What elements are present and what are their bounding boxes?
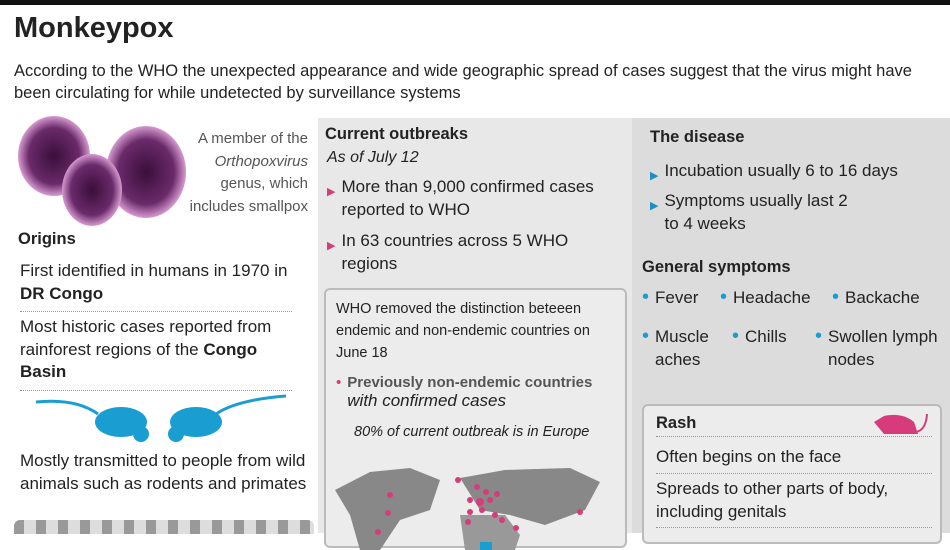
symptom-backache: • Backache (832, 286, 920, 308)
symptoms-heading: General symptoms (642, 258, 791, 276)
disease-panel (632, 118, 950, 533)
rash-heading: Rash (656, 414, 932, 437)
left-column (0, 112, 318, 533)
dot-icon: • (642, 286, 650, 308)
origin-item-1: First identified in humans in 1970 in DR Congo (20, 260, 292, 312)
triangle-bullet-icon: ▶ (650, 170, 659, 182)
disease-bullet-1: ▶ Incubation usually 6 to 16 days (650, 160, 940, 188)
outbreaks-date: As of July 12 (327, 149, 419, 166)
virus-caption: A member of the Orthopoxvirus genus, which includes smallpox (189, 130, 308, 215)
disease-bullet-2: ▶ Symptoms usually last 2 to 4 weeks (650, 190, 860, 235)
dot-icon: • (732, 325, 740, 347)
origins-heading: Origins (18, 230, 76, 248)
pink-dot-icon: • (336, 374, 342, 391)
dot-icon: • (815, 325, 823, 347)
triangle-bullet-icon: ▶ (650, 200, 659, 212)
rash-box (642, 404, 942, 544)
origin-item-2: Most historic cases reported from rainforest regions of the Congo Basin (20, 316, 292, 391)
who-distinction-box (324, 288, 627, 548)
top-bar (0, 0, 950, 5)
current-outbreaks-panel (318, 118, 632, 533)
triangle-bullet-icon: ▶ (327, 240, 336, 252)
rash-item-1: Often begins on the face (656, 446, 932, 474)
who-note: WHO removed the distinction beteeen endemic and non-endemic countries on June 18 (336, 301, 590, 361)
disease-heading: The disease (650, 128, 745, 146)
symptom-swollen-lymph-nodes: • Swollen lymph nodes (815, 326, 945, 371)
page-title: Monkeypox (14, 12, 174, 44)
symptom-headache: • Headache (720, 286, 811, 308)
symptom-chills: • Chills (732, 325, 787, 347)
virus-image (14, 114, 189, 232)
subtitle: According to the WHO the unexpected appearance and wide geographic spread of cases suggest that the virus might have been circulating for while undetected by surveillance systems (14, 62, 912, 102)
symptom-muscle-aches: • Muscle aches (642, 326, 722, 371)
rodent-icon (872, 410, 930, 438)
dot-icon: • (720, 286, 728, 308)
world-map (330, 460, 625, 550)
outbreak-bullet-2: ▶ In 63 countries across 5 WHO regions (327, 230, 622, 275)
dot-icon: • (832, 286, 840, 308)
dot-icon: • (642, 325, 650, 347)
rodents-icon (36, 394, 286, 446)
outbreak-bullet-1: ▶ More than 9,000 confirmed cases reported to WHO (327, 176, 622, 221)
rash-item-2: Spreads to other parts of body, including genitals (656, 478, 932, 528)
europe-note: 80% of current outbreak is in Europe (354, 424, 590, 440)
symptom-fever: • Fever (642, 286, 699, 308)
origin-item-3: Mostly transmitted to people from wild animals such as rodents and primates (20, 451, 307, 493)
triangle-bullet-icon: ▶ (327, 186, 336, 198)
texture-image (14, 520, 314, 534)
map-legend: • Previously non-endemic countries with confirmed cases (336, 374, 593, 410)
outbreaks-heading: Current outbreaks (325, 125, 469, 143)
